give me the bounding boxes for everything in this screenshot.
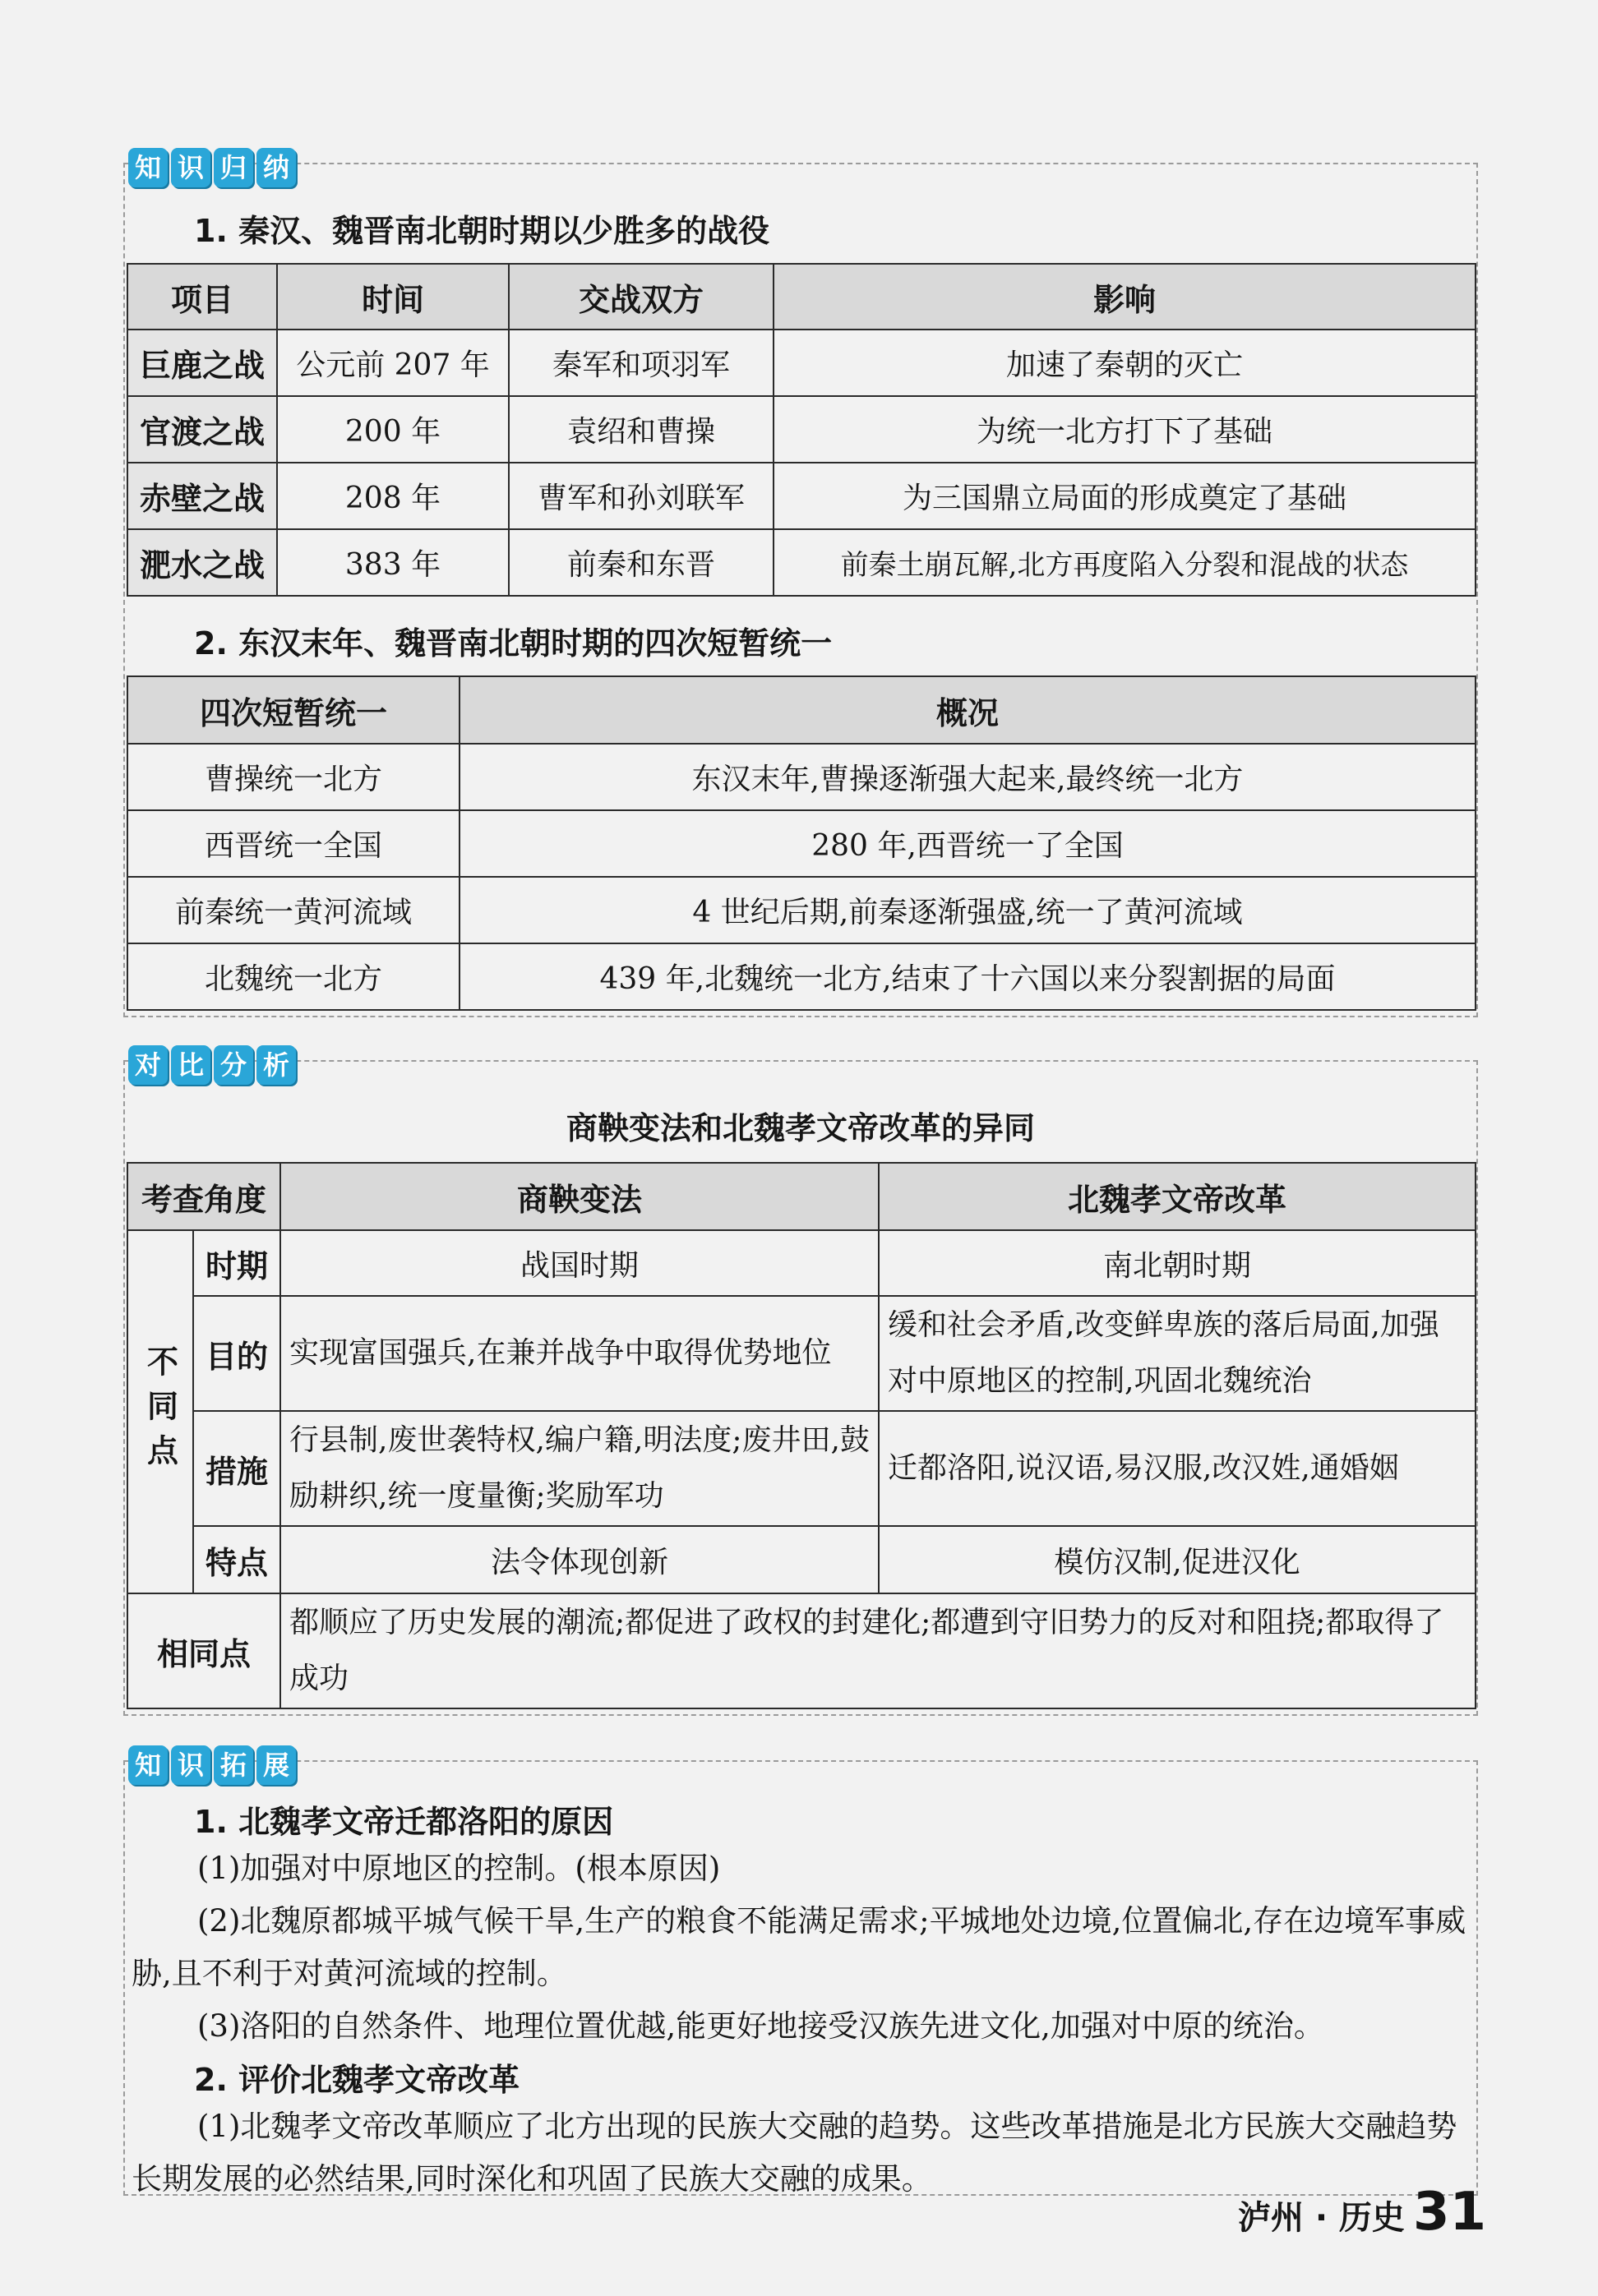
table-row: 措施 行县制,废世袭特权,编户籍,明法度;废井田,鼓励耕织,统一度量衡;奖励军功 迁都洛阳,说汉语,易汉服,改汉姓,通婚姻: [127, 1411, 1476, 1526]
paragraph: (1)加强对中原地区的控制。(根本原因): [197, 1851, 721, 1886]
comparison-table: 考查角度 商鞅变法 北魏孝文帝改革 不同点 时期 战国时期 南北朝时期 目的 实现富国强兵,在兼并战争中取得优势地位 缓和社会矛盾,改变鲜卑族的落后局面,加强对中原地区的控制,巩固北魏统治 措施 行县制,废世袭特权,编户籍,明法度;废井田,鼓励耕织,统一度量衡;奖励军功 迁都洛阳,说汉语,易汉服,改汉姓,通婚姻 特点 法令体现创新 模仿汉制,促进汉化 相同点 都顺应了历史发展的潮流;都促进了政权的封建化;都遭到守旧势力的反对和阻挠;都取得了成功: [127, 1162, 1476, 1709]
page-number: 31: [1412, 2182, 1486, 2243]
table-row: 相同点 都顺应了历史发展的潮流;都促进了政权的封建化;都遭到守旧势力的反对和阻挠;都取得了成功: [127, 1593, 1476, 1708]
battles-heading: 1. 秦汉、魏晋南北朝时期以少胜多的战役: [194, 213, 770, 249]
comparison-title: 商鞅变法和北魏孝文帝改革的异同: [566, 1110, 1035, 1146]
table-row: 不同点 时期 战国时期 南北朝时期: [127, 1230, 1476, 1296]
table-row: 淝水之战 383 年 前秦和东晋 前秦土崩瓦解,北方再度陷入分裂和混战的状态: [127, 529, 1476, 596]
unifications-heading: 2. 东汉末年、魏晋南北朝时期的四次短暂统一: [194, 625, 833, 662]
page-footer: [1237, 2182, 1486, 2243]
paragraph: (2)北魏原都城平城气候干旱,生产的粮食不能满足需求;平城地处边境,位置偏北,存在边境军事威胁,且不利于对黄河流域的控制。: [132, 1903, 1466, 1991]
table-row: 官渡之战 200 年 袁绍和曹操 为统一北方打下了基础: [127, 396, 1476, 463]
relocation-heading: 1. 北魏孝文帝迁都洛阳的原因: [194, 1804, 614, 1840]
unifications-table: 四次短暂统一 概况 曹操统一北方 东汉末年,曹操逐渐强大起来,最终统一北方 西晋统一全国 280 年,西晋统一了全国 前秦统一黄河流域 4 世纪后期,前秦逐渐强盛,统一了黄河流域 北魏统一北方 439 年,北魏统一北方,结束了十六国以来分裂割据的局面: [127, 675, 1476, 1011]
table-row: 目的 实现富国强兵,在兼并战争中取得优势地位 缓和社会矛盾,改变鲜卑族的落后局面,加强对中原地区的控制,巩固北魏统治: [127, 1296, 1476, 1411]
table-row: 曹操统一北方 东汉末年,曹操逐渐强大起来,最终统一北方: [127, 744, 1476, 810]
table-row: 巨鹿之战 公元前 207 年 秦军和项羽军 加速了秦朝的灭亡: [127, 330, 1476, 396]
paragraph: (3)洛阳的自然条件、地理位置优越,能更好地接受汉族先进文化,加强对中原的统治。: [197, 2008, 1324, 2044]
evaluation-heading: 2. 评价北魏孝文帝改革: [194, 2062, 520, 2098]
table-row: 北魏统一北方 439 年,北魏统一北方,结束了十六国以来分裂割据的局面: [127, 943, 1476, 1010]
same-label: 相同点: [127, 1593, 280, 1708]
paragraph: (1)北魏孝文帝改革顺应了北方出现的民族大交融的趋势。这些改革措施是北方民族大交融趋势长期发展的必然结果,同时深化和巩固了民族大交融的成果。: [132, 2109, 1457, 2197]
table-row: 特点 法令体现创新 模仿汉制,促进汉化: [127, 1526, 1476, 1593]
footer-location: 泸州 · 历史: [1237, 2199, 1405, 2237]
battles-table: 项目 时间 交战双方 影响 巨鹿之战 公元前 207 年 秦军和项羽军 加速了秦朝的灭亡 官渡之战 200 年 袁绍和曹操 为统一北方打下了基础 赤壁之战 208 年 曹军和孙刘联军 为三国鼎立局面的形成奠定了基础 淝水之战 383 年 前秦和东晋 前秦土崩瓦解,北方再度陷入分裂和混战的状态: [127, 263, 1476, 597]
diff-label: 不同点: [127, 1230, 193, 1593]
comparison-badge: 对 比 分 析: [128, 1045, 296, 1085]
knowledge-extension-badge: 知 识 拓 展: [128, 1745, 296, 1785]
table-row: 前秦统一黄河流域 4 世纪后期,前秦逐渐强盛,统一了黄河流域: [127, 877, 1476, 943]
table-row: 西晋统一全国 280 年,西晋统一了全国: [127, 810, 1476, 877]
knowledge-summary-badge: 知 识 归 纳: [128, 148, 296, 187]
table-row: 赤壁之战 208 年 曹军和孙刘联军 为三国鼎立局面的形成奠定了基础: [127, 463, 1476, 529]
